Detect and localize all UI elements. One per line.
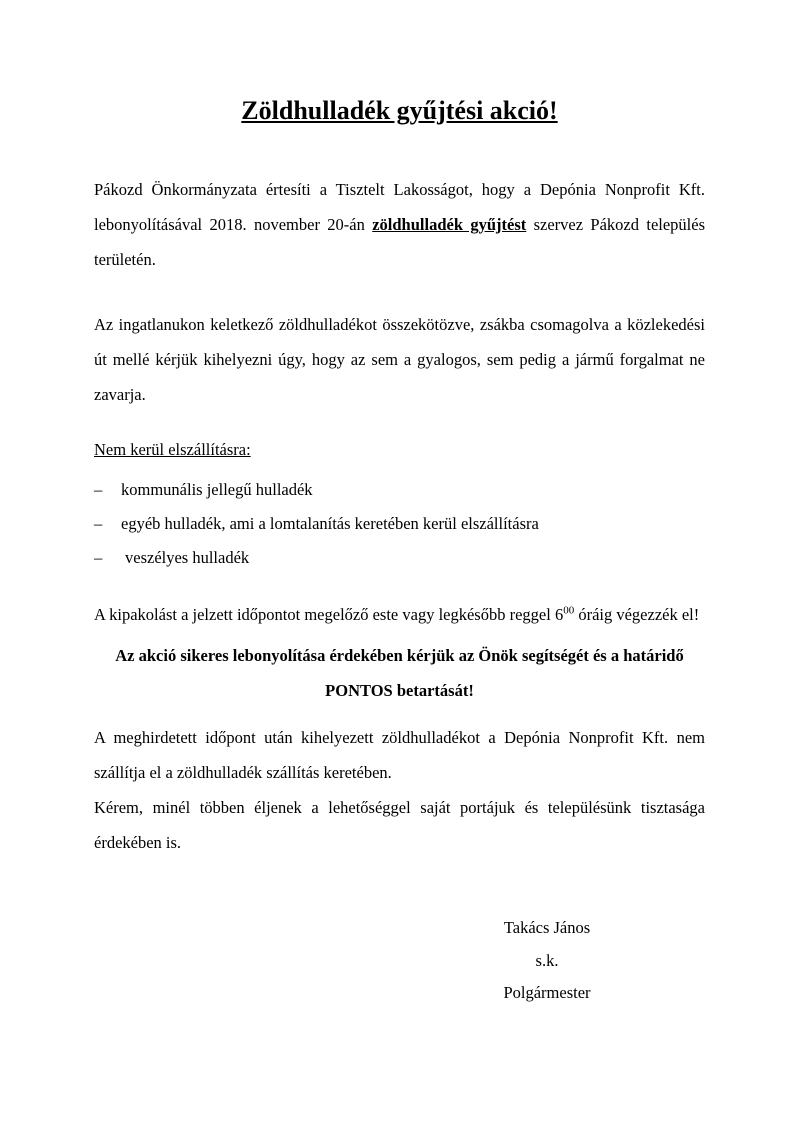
intro-text-after: szervez Pákozd település területén.	[94, 215, 705, 269]
deadline-text-after: óráig végezzék el!	[574, 605, 700, 624]
list-item-text: kommunális jellegű hulladék	[121, 480, 313, 499]
list-item-text: veszélyes hulladék	[125, 548, 250, 567]
deadline-text-before: A kipakolást a jelzett időpontot megelőző este vagy legkésőbb reggel 6	[94, 605, 564, 624]
closing-line1: A meghirdetett időpont után kihelyezett zöldhulladékot a Depónia Nonprofit Kft. nem szállítja el a zöldhulladék szállítás keretében.	[94, 728, 705, 782]
closing-paragraph	[94, 720, 705, 860]
list-item	[94, 541, 705, 575]
signature-role: Polgármester	[503, 983, 591, 1002]
exclusions-heading: Nem kerül elszállításra:	[94, 440, 251, 459]
dash-bullet: –	[94, 480, 103, 499]
list-item	[94, 507, 705, 541]
list-item	[94, 473, 705, 507]
intro-text-before: Pákozd Önkormányzata értesíti a Tisztelt Lakosságot, hogy a Depónia Nonprofit Kft. lebonyolításával 2018. november 20-án	[94, 180, 705, 234]
dash-bullet: –	[94, 514, 103, 533]
page-title: Zöldhulladék gyűjtési akció!	[241, 96, 558, 125]
placement-paragraph: Az ingatlanukon keletkező zöldhulladékot összekötözve, zsákba csomagolva a közlekedési út mellé kérjük kihelyezni úgy, hogy az sem a gyalogos, sem pedig a jármű forgalmat ne zavarja.	[94, 315, 705, 404]
list-item-text: egyéb hulladék, ami a lomtalanítás keretében kerül elszállításra	[121, 514, 539, 533]
signature-name: Takács János	[503, 918, 591, 937]
signature-block	[427, 912, 667, 1010]
emphasis-paragraph: Az akció sikeres lebonyolítása érdekében kérjük az Önök segítségét és a határidő PONTOS betartását!	[115, 646, 684, 700]
intro-paragraph	[94, 172, 705, 277]
exclusions-list	[94, 473, 705, 575]
deadline-paragraph	[94, 597, 705, 632]
signature-sk: s.k.	[535, 950, 559, 970]
closing-line2: Kérem, minél többen éljenek a lehetőséggel saját portájuk és településünk tisztasága érdekében is.	[94, 798, 705, 852]
deadline-superscript: 00	[563, 604, 575, 617]
dash-bullet: –	[94, 548, 103, 567]
intro-highlight: zöldhulladék gyűjtést	[372, 215, 527, 234]
